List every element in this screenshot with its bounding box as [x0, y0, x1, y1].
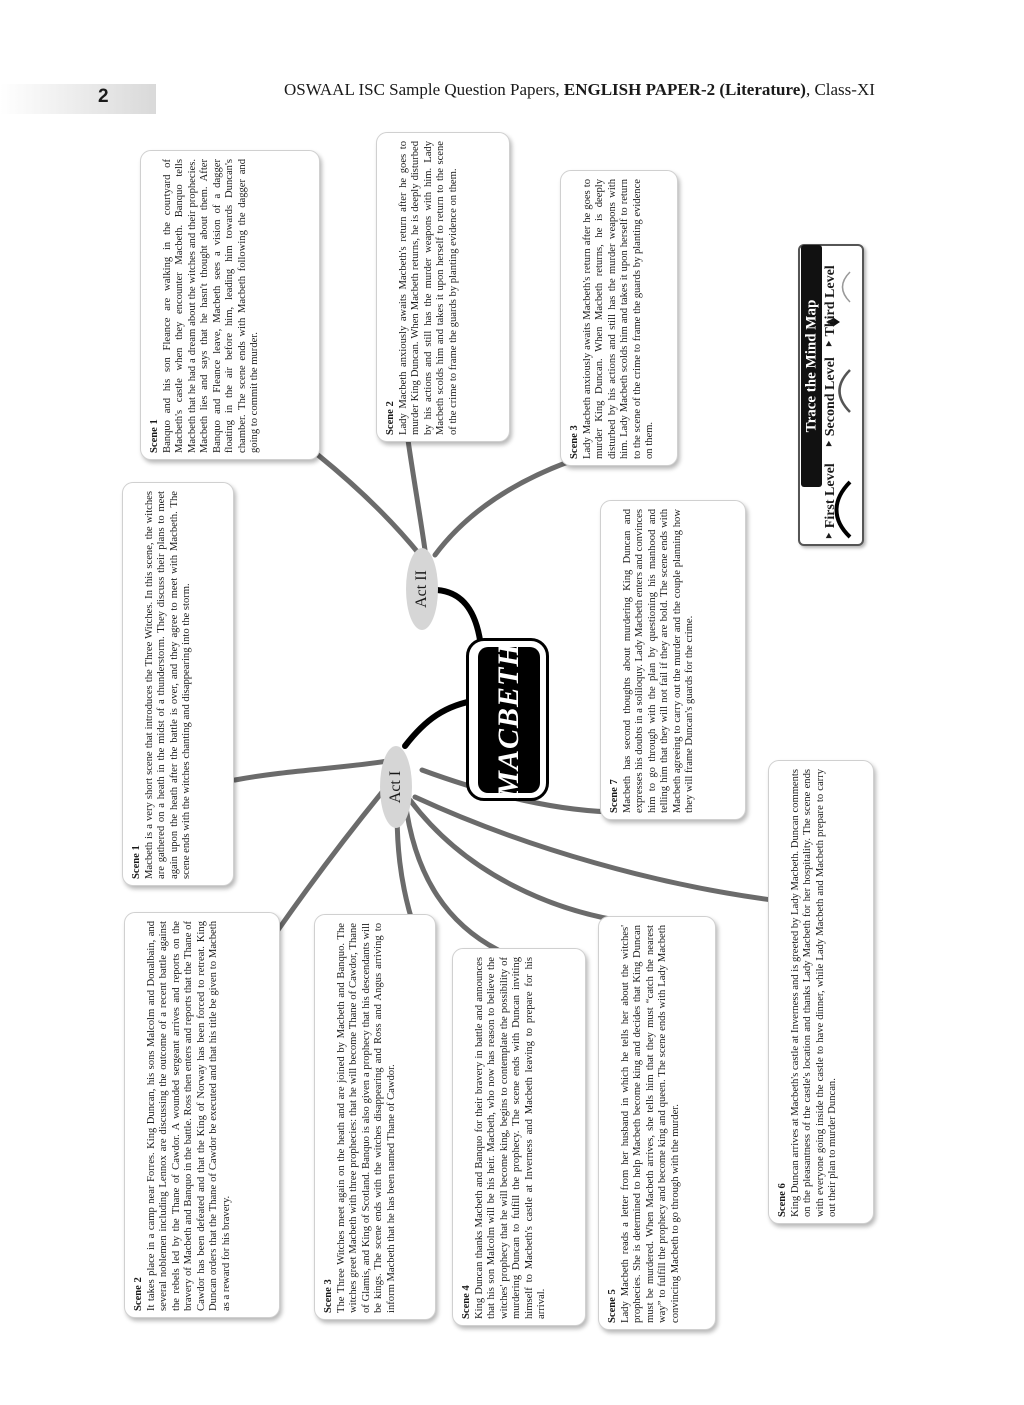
second-level-arc-icon [840, 370, 851, 412]
act1-scene6-box [768, 760, 874, 1224]
act1-scene5-text: Lady Macbeth reads a letter from her husband in which he tells her about the witches' prophecies. She is determined to help Macbeth become king and decides that King Duncan must be murdered. When Macbeth arrives, she tells him that they must “catch the nearest way” to fulfill the prophecy and become king and queen. The scene ends with Lady Macbeth convincing Macbeth to go through with the murder. [619, 925, 681, 1323]
legend-first-level: ‣ First Level [823, 463, 838, 540]
act1-scene6-text: King Duncan arrives at Macbeth's castle at Inverness and is greeted by Lady Macbeth. Duncan comments on the pleasantness of the castle's location and thanks Lady Macbeth for her hospitality. The scene ends with everyone going inside the castle to have dinner, while Lady Macbeth and Macbeth prepare to carry out their plan to murder Duncan. [789, 769, 838, 1217]
central-topic: MACBETH [478, 647, 540, 793]
act1-node: Act I [380, 746, 412, 828]
act1-scene1-text: Macbeth is a very short scene that introduces the Three Witches. In this scene, the witches are gathered on a heath in the midst of a thunderstorm. They discuss their plans to meet again upon the heath after the battle is over, and they agree to meet with Macbeth. The scene ends with the witches chanting and disappearing into the storm. [143, 491, 192, 879]
page-number: 2 [98, 86, 109, 107]
act2-scene3-title: Scene 3 [569, 425, 580, 459]
third-level-arc-icon [843, 272, 851, 302]
act1-scene5-title: Scene 5 [607, 1289, 618, 1323]
act1-scene3-box [314, 914, 436, 1320]
legend-second-level: ‣ Second Level [823, 357, 838, 448]
act2-scene1-text: Banquo and his son Fleance are walking in the courtyard of Macbeth's castle when they encounter Macbeth. Banquo tells Macbeth that he had a dream about the witches and their prophecies. Macbeth lies and says that he hasn't thought about them. After Banquo and Fleance leave, Macbeth sees a vision of a dagger floating in the air before him, leading him towards Duncan's chamber. The scene ends with Macbeth following the dagger and going to commit the murder. [161, 159, 260, 453]
act1-scene4-text: King Duncan thanks Macbeth and Banquo for their bravery in battle and announces that his son Malcolm will be his heir. Macbeth, who now has reason to believe the witches' prophecy that he will become king, begins to contemplate the possibility of murdering Duncan to fulfill the prophecy. The scene ends with Duncan inviting himself to Macbeth's castle at Inverness and Macbeth leaving to prepare for his arrival. [473, 957, 547, 1319]
act2-scene2-link [408, 440, 425, 550]
act1-scene2-link [278, 780, 392, 930]
act1-scene3-text: The Three Witches meet again on the heath and are joined by Macbeth and Banquo. The witches greet Macbeth with three prophecies: that he will become Thane of Cawdor, Thane of Glamis, and King of Scotland. Banquo is also given a prophecy that his descendants will be kings. The scene ends with the witches disappearing and Ross and Angus arriving to inform Macbeth that he has been named Thane of Cawdor. [335, 923, 397, 1313]
act1-scene3-title: Scene 3 [323, 1279, 334, 1313]
center-to-act2-link [437, 590, 480, 640]
legend-third-level: ‣ Third Level [823, 265, 838, 348]
act1-scene1-link [235, 760, 394, 780]
act1-scene2-box [124, 912, 280, 1318]
act1-scene7-title: Scene 7 [609, 779, 620, 813]
act1-scene2-title: Scene 2 [133, 1277, 144, 1311]
act1-scene2-text: It takes place in a camp near Forres. King Duncan, his sons Malcolm and Donalbain, and several noblemen including Lennox are discussing the outcome of a recent battle against the rebels led by the Thane of Cawdor. A wounded sergeant arrives and reports on the bravery of Macbeth and Banquo in the battle. Ross then enters and reports that the Thane of Cawdor has been defeated and that the King of Norway has been forced to retreat. King Duncan orders that the Thane of Cawdor be executed and that his title be given to Macbeth as a reward for his bravery. [145, 921, 232, 1311]
act2-scene1-link [318, 455, 420, 555]
act2-scene1-title: Scene 1 [149, 419, 160, 453]
act2-scene2-title: Scene 2 [385, 401, 396, 435]
act2-scene2-text: Lady Macbeth anxiously awaits Macbeth's return after he goes to murder King Duncan. When Macbeth returns, he is deeply disturbed by his actions and still has the murder weapons with him. Lady Macbeth scolds him and takes it upon herself to return to the scene of the crime to frame the guards by planting evidence on them. [397, 141, 459, 435]
act1-scene4-box [452, 948, 586, 1326]
legend-title: Trace the Mind Map [801, 245, 822, 487]
act2-scene3-text: Lady Macbeth anxiously awaits Macbeth's return after he goes to murder King Duncan. When Macbeth returns, he is deeply disturbed by his actions and still has the murder weapons with him. Lady Macbeth scolds him and takes it upon herself to return to the scene of the crime to frame the guards by planting evidence on them. [581, 179, 655, 459]
act2-node: Act II [406, 548, 438, 630]
act1-scene5-box [598, 916, 716, 1330]
act2-scene1-box [140, 150, 320, 460]
page-header: OSWAAL ISC Sample Question Papers, ENGLISH PAPER-2 (Literature), Class-XI [284, 80, 875, 99]
act1-scene1-title: Scene 1 [131, 845, 142, 879]
act1-scene4-title: Scene 4 [461, 1285, 472, 1319]
act2-scene2-box [376, 132, 510, 442]
act1-scene7-box [600, 500, 746, 820]
act1-scene1-box [122, 482, 234, 886]
act1-scene7-text: Macbeth has second thoughts about murdering King Duncan and expresses his doubts in a soliloquy. Lady Macbeth enters and convinces him to go through with the plan by questioning his manhood and telling him that they will not fail if they are bold. The scene ends with Macbeth agreeing to carry out the murder and the couple planning how they will frame Duncan's guards for the crime. [621, 509, 695, 813]
act1-scene6-title: Scene 6 [777, 1183, 788, 1217]
act2-scene3-box [560, 170, 678, 466]
act2-scene3-link [435, 462, 568, 555]
